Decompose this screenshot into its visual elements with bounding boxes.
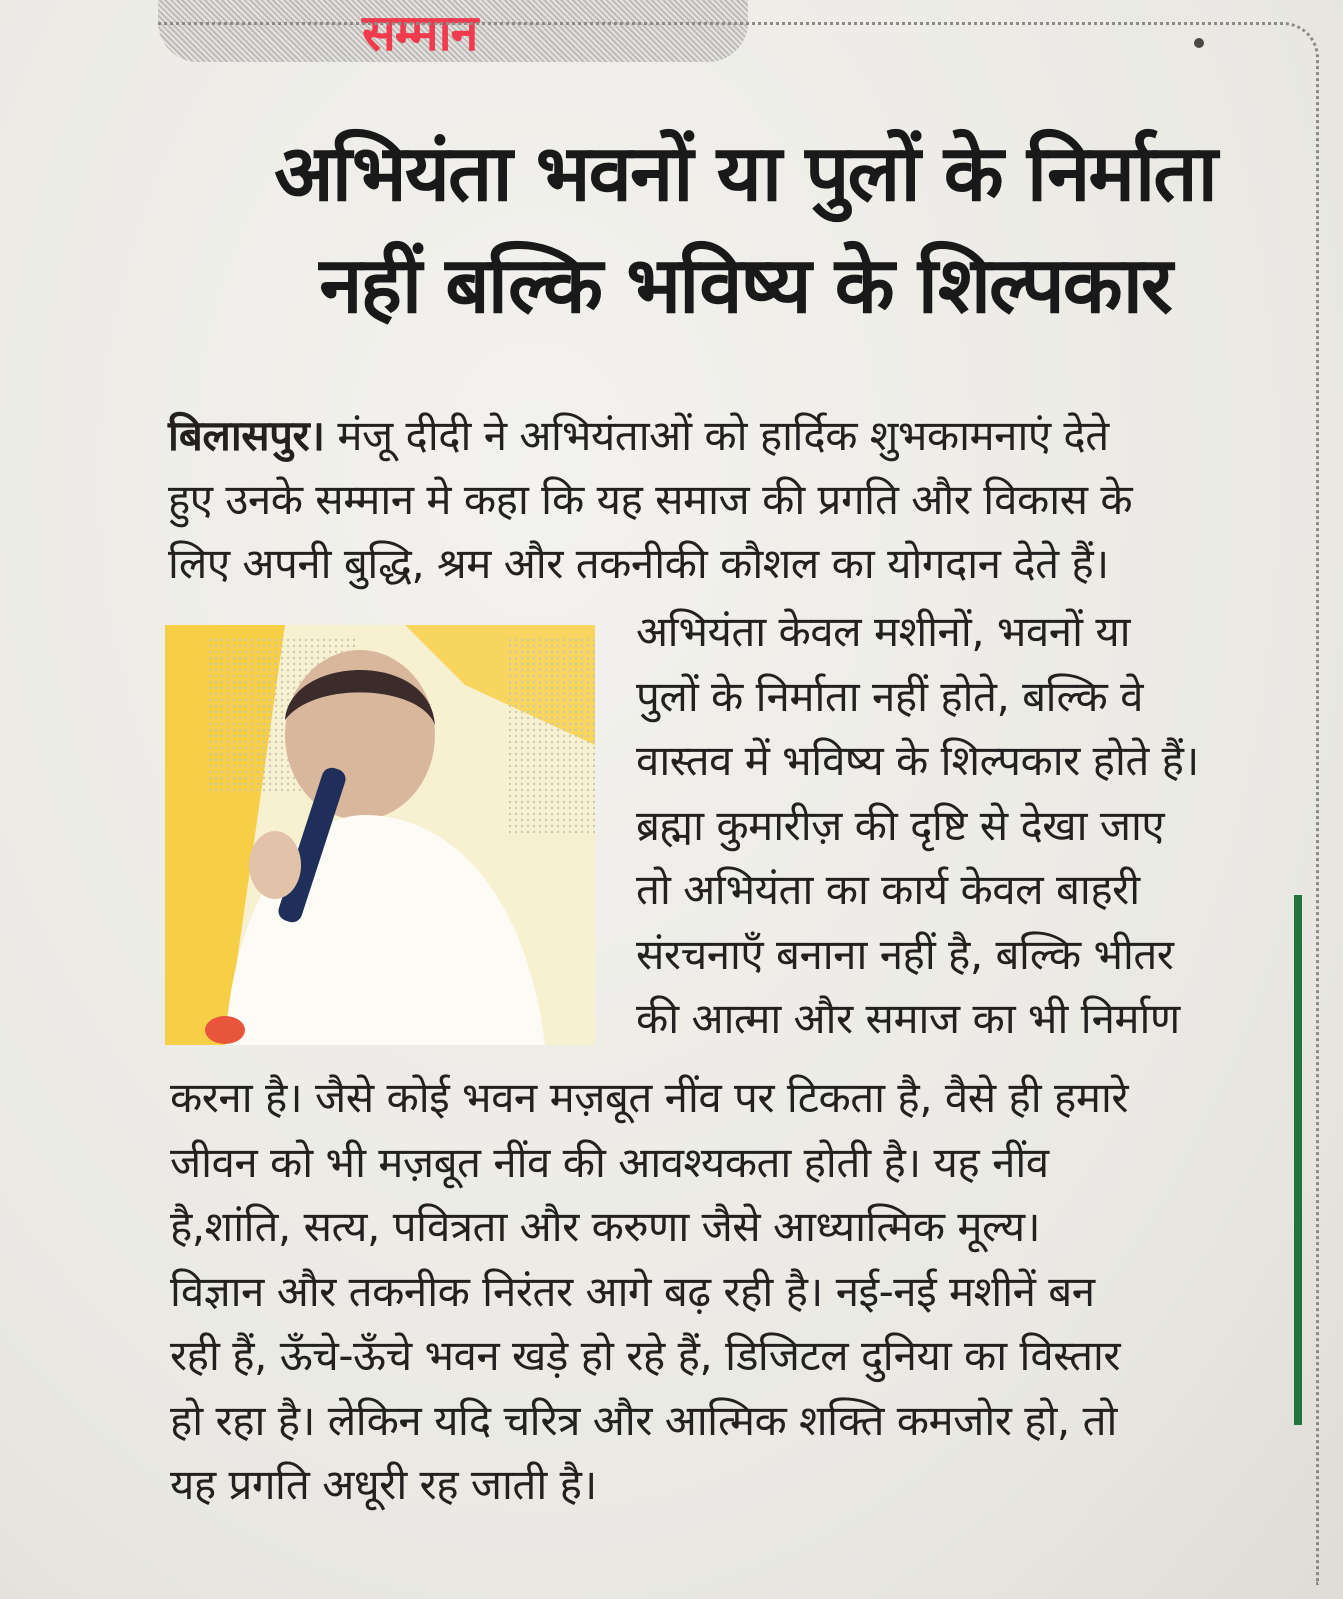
column-line: वास्तव में भविष्य के शिल्पकार होते हैं। [636,736,1199,785]
section-label: सम्मान [362,3,478,62]
body-line: जीवन को भी मज़बूत नींव की आवश्यकता होती है। यह नींव [170,1137,1049,1187]
photo-accent-red [205,1016,245,1044]
headline-line-1: अभियंता भवनों या पुलों के निर्माता [274,129,1216,219]
lead-line-2: हुए उनके सम्मान मे कहा कि यह समाज की प्रगति और विकास के [168,475,1133,524]
lead-line-1 [168,404,1278,468]
column-line: पुलों के निर्माता नहीं होते, बल्कि वे [636,671,1143,721]
body-line: करना है। जैसे कोई भवन मज़बूत नींव पर टिकता है, वैसे ही हमारे [170,1073,1128,1122]
lead-line-3: लिए अपनी बुद्धि, श्रम और तकनीकी कौशल का योगदान देते हैं। [168,539,1109,588]
body-line: है,शांति, सत्य, पवित्रता और करुणा जैसे आध्यात्मिक मूल्य। [170,1202,1040,1251]
article-body-text [170,1066,1280,1518]
speaker-hand [249,831,301,899]
decorative-dot [1194,38,1204,48]
body-line: रही हैं, ऊँचे-ऊँचे भवन खड़े हो रहे हैं, डिजिटल दुनिया का विस्तार [170,1331,1121,1380]
body-line: विज्ञान और तकनीक निरंतर आगे बढ़ रही है। नई-नई मशीनें बन [170,1266,1095,1316]
dateline: बिलासपुर। [168,411,325,460]
speaker-photo [165,625,595,1045]
column-line: संरचनाएँ बनाना नहीं है, बल्कि भीतर [636,929,1174,979]
speaker-with-microphone-photo-icon [165,625,595,1045]
headline [190,118,1300,342]
article-column-text [636,600,1296,1052]
column-line: तो अभियंता का कार्य केवल बाहरी [636,865,1140,914]
article-lead [168,404,1278,596]
lead-line-1-text: मंजू दीदी ने अभियंताओं को हार्दिक शुभकामनाएं देते [324,411,1109,460]
column-line: अभियंता केवल मशीनों, भवनों या [636,607,1131,656]
body-line: हो रहा है। लेकिन यदि चरित्र और आत्मिक शक्ति कमजोर हो, तो [170,1395,1117,1445]
headline-line-2: नहीं बल्कि भविष्य के शिल्पकार [319,241,1171,331]
column-rule [1294,895,1302,1425]
backdrop-banner-right [505,635,595,835]
body-line: यह प्रगति अधूरी रह जाती है। [170,1460,597,1509]
column-line: की आत्मा और समाज का भी निर्माण [636,994,1180,1043]
column-line: ब्रह्मा कुमारीज़ की दृष्टि से देखा जाए [636,800,1165,850]
